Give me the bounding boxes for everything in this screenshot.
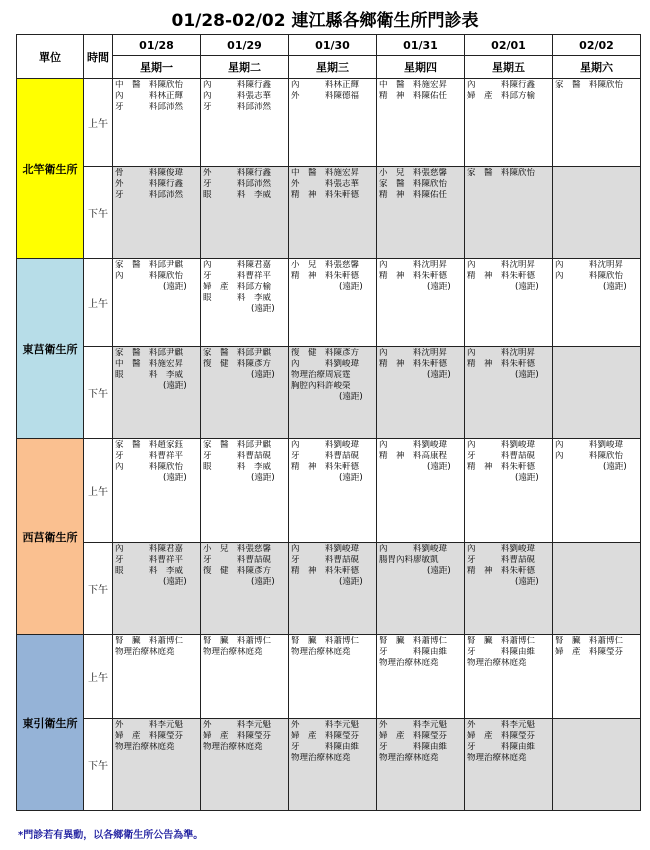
doctor-entry: 牙 料曹喆硯: [291, 451, 360, 461]
doctor-entry: 家 醫 料陳欣怡: [555, 80, 624, 90]
remote-note: (遠距): [339, 392, 363, 402]
doctor-entry: 外 料李元魁: [291, 720, 360, 730]
schedule-cell: [377, 347, 465, 439]
doctor-entry: 外 料陳行鑫: [203, 168, 272, 178]
table-row: [17, 439, 641, 543]
schedule-cell: [465, 543, 553, 635]
doctor-entry: 牙 料曹喆硯: [203, 555, 272, 565]
doctor-entry: 牙 料曹祥平: [115, 451, 184, 461]
schedule-cell: [201, 347, 289, 439]
doctor-entry: 物理治療周宸霆: [291, 370, 351, 380]
table-row: [17, 719, 641, 811]
doctor-entry: 婦 產 料陳瑩芬: [203, 731, 272, 741]
remote-note: (遠距): [339, 577, 363, 587]
schedule-cell: [201, 719, 289, 811]
doctor-entry: 物理治療林庭堯: [379, 753, 439, 763]
doctor-entry: 牙 料邱沛然: [203, 179, 272, 189]
doctor-entry: 復 健 料陳彥方: [291, 348, 360, 358]
doctor-entry: 牙 料邱沛然: [115, 102, 184, 112]
schedule-cell: [113, 79, 201, 167]
doctor-entry: 牙 料陳由維: [379, 647, 448, 657]
doctor-entry: 牙 料曹喆硯: [467, 555, 536, 565]
schedule-cell: [113, 347, 201, 439]
doctor-entry: 腸胃內料廖敏凱: [379, 555, 439, 565]
unit-name: 北竿衛生所: [17, 79, 84, 259]
schedule-cell: [553, 167, 641, 259]
schedule-cell: [201, 543, 289, 635]
doctor-entry: 牙 料曹喆硯: [291, 555, 360, 565]
doctor-entry: 內 料陳君嘉: [115, 544, 184, 554]
doctor-entry: 眼 料 李威: [203, 293, 272, 303]
doctor-entry: 婦 產 料陳瑩芬: [467, 731, 536, 741]
doctor-entry: 婦 產 料陳瑩芬: [379, 731, 448, 741]
table-row: [17, 79, 641, 167]
schedule-cell: [289, 543, 377, 635]
time-slot-label: 上午: [84, 259, 113, 347]
doctor-entry: 復 健 料陳彥方: [203, 359, 272, 369]
schedule-cell: [377, 79, 465, 167]
unit-name: 東莒衛生所: [17, 259, 84, 439]
schedule-cell: [289, 635, 377, 719]
remote-note: (遠距): [251, 304, 275, 314]
time-slot-label: 下午: [84, 543, 113, 635]
date-header: 02/02: [553, 35, 641, 56]
doctor-entry: 牙 料陳由維: [467, 647, 536, 657]
doctor-entry: 牙 料陳由維: [467, 742, 536, 752]
remote-note: (遠距): [515, 577, 539, 587]
remote-note: (遠距): [251, 577, 275, 587]
unit-name: 西莒衛生所: [17, 439, 84, 635]
doctor-entry: 外 料李元魁: [203, 720, 272, 730]
remote-note: (遠距): [427, 462, 451, 472]
doctor-entry: 物理治療林庭堯: [115, 647, 175, 657]
remote-note: (遠距): [603, 462, 627, 472]
doctor-entry: 家 醫 料邱尹麒: [115, 348, 184, 358]
schedule-cell: [113, 719, 201, 811]
doctor-entry: 物理治療林庭堯: [467, 658, 527, 668]
schedule-cell: [201, 259, 289, 347]
schedule-cell: [289, 719, 377, 811]
time-slot-label: 下午: [84, 719, 113, 811]
doctor-entry: 精 神 料高康程: [379, 451, 448, 461]
weekday-header: 星期三: [289, 56, 377, 79]
schedule-cell: [113, 543, 201, 635]
doctor-entry: 婦 產 料邱方榆: [467, 91, 536, 101]
unit-column-header: 單位: [17, 35, 84, 79]
doctor-entry: 婦 產 料陳瑩芬: [115, 731, 184, 741]
doctor-entry: 腎 臟 料蕭博仁: [555, 636, 624, 646]
doctor-entry: 牙 料曹喆硯: [467, 451, 536, 461]
unit-name: 東引衛生所: [17, 635, 84, 811]
doctor-entry: 內 料陳欣怡: [555, 451, 624, 461]
schedule-cell: [377, 719, 465, 811]
doctor-entry: 物理治療林庭堯: [115, 742, 175, 752]
schedule-cell: [289, 167, 377, 259]
doctor-entry: 中 醫 料施宏昇: [291, 168, 360, 178]
doctor-entry: 婦 產 料陳瑩芬: [555, 647, 624, 657]
doctor-entry: 內 料陳欣怡: [555, 271, 624, 281]
doctor-entry: 物理治療林庭堯: [291, 647, 351, 657]
doctor-entry: 胸腔內料許峻榮: [291, 381, 351, 391]
time-slot-label: 上午: [84, 79, 113, 167]
footnote: *門診若有異動，以各鄉衛生所公告為準。: [18, 830, 204, 841]
weekday-header: 星期一: [113, 56, 201, 79]
doctor-entry: 腎 臟 料蕭博仁: [115, 636, 184, 646]
date-header: 01/29: [201, 35, 289, 56]
doctor-entry: 家 醫 料邱尹麒: [203, 348, 272, 358]
doctor-entry: 牙 料曹祥平: [203, 271, 272, 281]
weekday-header: 星期五: [465, 56, 553, 79]
doctor-entry: 內 料陳欣怡: [115, 271, 184, 281]
doctor-entry: 眼 料 李威: [115, 566, 184, 576]
doctor-entry: 小 兒 料張慈馨: [291, 260, 360, 270]
remote-note: (遠距): [251, 370, 275, 380]
schedule-cell: [201, 439, 289, 543]
doctor-entry: 內 料張志華: [203, 91, 272, 101]
doctor-entry: 中 醫 料施宏昇: [379, 80, 448, 90]
time-slot-label: 上午: [84, 635, 113, 719]
schedule-cell: [113, 635, 201, 719]
schedule-cell: [201, 635, 289, 719]
doctor-entry: 內 料沈明昇: [379, 260, 448, 270]
date-header: 01/30: [289, 35, 377, 56]
doctor-entry: 精 神 料朱軒德: [379, 359, 448, 369]
doctor-entry: 內 料劉峻瑋: [291, 544, 360, 554]
schedule-cell: [377, 543, 465, 635]
doctor-entry: 精 神 料陳佑任: [379, 190, 448, 200]
doctor-entry: 內 料劉峻瑋: [379, 440, 448, 450]
doctor-entry: 精 神 料朱軒德: [291, 190, 360, 200]
doctor-entry: 婦 產 料邱方榆: [203, 282, 272, 292]
doctor-entry: 腎 臟 料蕭博仁: [203, 636, 272, 646]
doctor-entry: 物理治療林庭堯: [467, 753, 527, 763]
schedule-cell: [553, 719, 641, 811]
remote-note: (遠距): [515, 370, 539, 380]
doctor-entry: 內 料沈明昇: [555, 260, 624, 270]
doctor-entry: 精 神 料朱軒德: [467, 462, 536, 472]
schedule-cell: [201, 79, 289, 167]
doctor-entry: 牙 料陳由維: [379, 742, 448, 752]
schedule-cell: [113, 439, 201, 543]
table-row: [17, 635, 641, 719]
remote-note: (遠距): [163, 282, 187, 292]
doctor-entry: 牙 料曹祥平: [115, 555, 184, 565]
doctor-entry: 內 料劉峻瑋: [291, 359, 360, 369]
date-header: 01/31: [377, 35, 465, 56]
schedule-cell: [377, 635, 465, 719]
page-title: 01/28-02/02 連江縣各鄉衛生所門診表: [171, 11, 479, 31]
schedule-cell: [289, 347, 377, 439]
schedule-cell: [465, 259, 553, 347]
weekday-header: 星期二: [201, 56, 289, 79]
doctor-entry: 精 神 料朱軒德: [467, 271, 536, 281]
doctor-entry: 中 醫 料施宏昇: [115, 359, 184, 369]
doctor-entry: 家 醫 料陳欣怡: [379, 179, 448, 189]
doctor-entry: 腎 臟 料蕭博仁: [291, 636, 360, 646]
schedule-cell: [465, 347, 553, 439]
table-row: [17, 543, 641, 635]
schedule-cell: [289, 79, 377, 167]
doctor-entry: 復 健 料陳彥方: [203, 566, 272, 576]
doctor-entry: 外 料張志華: [291, 179, 360, 189]
remote-note: (遠距): [603, 282, 627, 292]
doctor-entry: 內 料陳行鑫: [467, 80, 536, 90]
schedule-cell: [465, 167, 553, 259]
remote-note: (遠距): [163, 473, 187, 483]
doctor-entry: 內 料劉峻瑋: [379, 544, 448, 554]
doctor-entry: 精 神 料朱軒德: [467, 359, 536, 369]
doctor-entry: 內 料沈明昇: [467, 260, 536, 270]
doctor-entry: 物理治療林庭堯: [203, 742, 263, 752]
doctor-entry: 骨 料陳俊瑋: [115, 168, 184, 178]
schedule-cell: [553, 439, 641, 543]
doctor-entry: 眼 料 李威: [203, 190, 272, 200]
doctor-entry: 內 料陳行鑫: [203, 80, 272, 90]
doctor-entry: 外 料李元魁: [379, 720, 448, 730]
doctor-entry: 外 料李元魁: [115, 720, 184, 730]
doctor-entry: 精 神 料陳佑任: [379, 91, 448, 101]
schedule-cell: [377, 167, 465, 259]
doctor-entry: 內 料劉峻瑋: [467, 440, 536, 450]
doctor-entry: 小 兒 料張慈馨: [379, 168, 448, 178]
remote-note: (遠距): [515, 473, 539, 483]
doctor-entry: 牙 料邱沛然: [203, 102, 272, 112]
doctor-entry: 內 料陳君嘉: [203, 260, 272, 270]
remote-note: (遠距): [339, 282, 363, 292]
schedule-cell: [465, 439, 553, 543]
schedule-cell: [289, 259, 377, 347]
remote-note: (遠距): [427, 566, 451, 576]
schedule-cell: [553, 347, 641, 439]
remote-note: (遠距): [515, 282, 539, 292]
weekday-header: 星期六: [553, 56, 641, 79]
date-header: 02/01: [465, 35, 553, 56]
doctor-entry: 內 料劉峻瑋: [555, 440, 624, 450]
time-slot-label: 上午: [84, 439, 113, 543]
table-row: [17, 347, 641, 439]
doctor-entry: 內 料劉峻瑋: [291, 440, 360, 450]
schedule-cell: [465, 79, 553, 167]
time-slot-label: 下午: [84, 347, 113, 439]
doctor-entry: 物理治療林庭堯: [291, 753, 351, 763]
doctor-entry: 精 神 料朱軒德: [379, 271, 448, 281]
schedule-cell: [201, 167, 289, 259]
schedule-cell: [553, 79, 641, 167]
doctor-entry: 內 料沈明昇: [379, 348, 448, 358]
schedule-cell: [553, 259, 641, 347]
schedule-cell: [553, 635, 641, 719]
doctor-entry: 婦 產 料陳瑩芬: [291, 731, 360, 741]
time-slot-label: 下午: [84, 167, 113, 259]
table-row: [17, 167, 641, 259]
doctor-entry: 內 料劉峻瑋: [467, 544, 536, 554]
doctor-entry: 牙 料邱沛然: [115, 190, 184, 200]
doctor-entry: 小 兒 料張慈馨: [203, 544, 272, 554]
doctor-entry: 內 料陳欣怡: [115, 462, 184, 472]
table-row: [17, 259, 641, 347]
doctor-entry: 腎 臟 料蕭博仁: [379, 636, 448, 646]
doctor-entry: 內 料林正輝: [291, 80, 360, 90]
time-column-header: 時間: [84, 35, 113, 79]
doctor-entry: 精 神 料朱軒德: [467, 566, 536, 576]
doctor-entry: 精 神 料朱軒德: [291, 271, 360, 281]
doctor-entry: 牙 料陳由維: [291, 742, 360, 752]
remote-note: (遠距): [251, 473, 275, 483]
doctor-entry: 物理治療林庭堯: [203, 647, 263, 657]
doctor-entry: 家 醫 料趙家鈺: [115, 440, 184, 450]
doctor-entry: 腎 臟 料蕭博仁: [467, 636, 536, 646]
doctor-entry: 內 料沈明昇: [467, 348, 536, 358]
weekday-header: 星期四: [377, 56, 465, 79]
doctor-entry: 牙 料曹喆硯: [203, 451, 272, 461]
doctor-entry: 外 料李元魁: [467, 720, 536, 730]
doctor-entry: 眼 料 李威: [203, 462, 272, 472]
schedule-cell: [465, 719, 553, 811]
doctor-entry: 中 醫 料陳欣怡: [115, 80, 184, 90]
doctor-entry: 外 料陳行鑫: [115, 179, 184, 189]
doctor-entry: 眼 料 李威: [115, 370, 184, 380]
schedule-cell: [289, 439, 377, 543]
remote-note: (遠距): [163, 577, 187, 587]
schedule-cell: [113, 259, 201, 347]
doctor-entry: 精 神 料朱軒德: [291, 462, 360, 472]
schedule-cell: [377, 259, 465, 347]
doctor-entry: 外 料陳德福: [291, 91, 360, 101]
remote-note: (遠距): [163, 381, 187, 391]
doctor-entry: 內 料林正輝: [115, 91, 184, 101]
schedule-body: [17, 79, 641, 811]
schedule-cell: [113, 167, 201, 259]
schedule-cell: [553, 543, 641, 635]
remote-note: (遠距): [339, 473, 363, 483]
doctor-entry: 家 醫 料邱尹麒: [203, 440, 272, 450]
doctor-entry: 家 醫 料邱尹麒: [115, 260, 184, 270]
clinic-schedule-table: [16, 34, 641, 811]
schedule-cell: [377, 439, 465, 543]
doctor-entry: 精 神 料朱軒德: [291, 566, 360, 576]
remote-note: (遠距): [427, 370, 451, 380]
doctor-entry: 物理治療林庭堯: [379, 658, 439, 668]
date-header: 01/28: [113, 35, 201, 56]
schedule-cell: [465, 635, 553, 719]
remote-note: (遠距): [427, 282, 451, 292]
doctor-entry: 家 醫 料陳欣怡: [467, 168, 536, 178]
